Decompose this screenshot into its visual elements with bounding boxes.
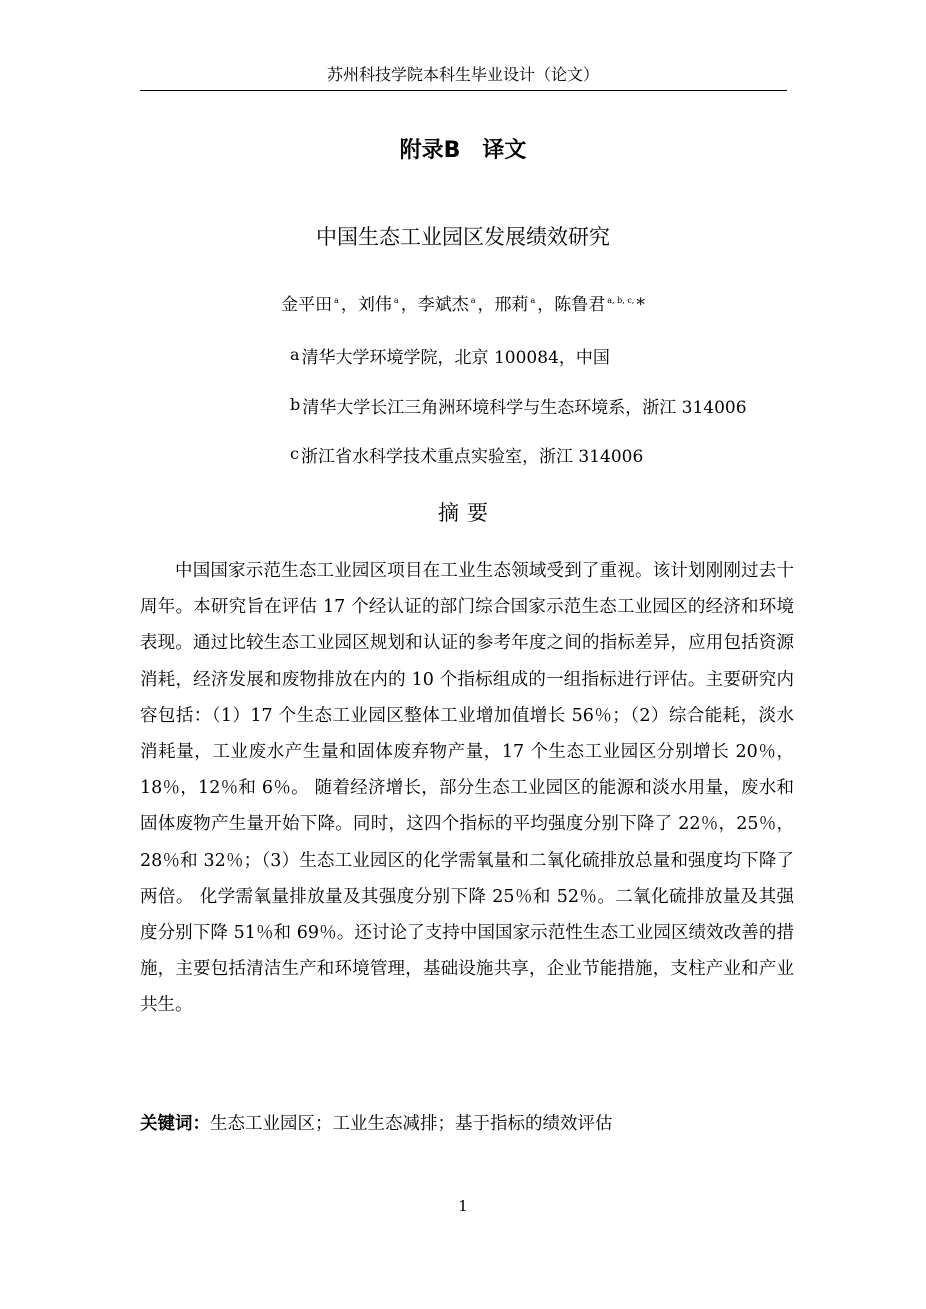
affiliation-b xyxy=(290,392,747,421)
author-separator: ， xyxy=(537,295,555,315)
author-name: 金平田 xyxy=(281,295,333,315)
affiliation-text: 浙江省水科学技术重点实验室，浙江 314006 xyxy=(300,447,644,467)
author-affiliation-mark: a xyxy=(393,296,399,305)
author-separator: ， xyxy=(400,295,418,315)
author-affiliation-mark: a xyxy=(530,296,536,305)
affiliation-text: 清华大学长江三角洲环境科学与生态环境系，浙江 314006 xyxy=(302,398,747,418)
keywords-line xyxy=(140,1110,613,1138)
affiliation-text: 清华大学环境学院，北京 100084，中国 xyxy=(301,348,610,368)
author-name: 陈鲁君 xyxy=(554,295,606,315)
appendix-title: 附录B 译文 xyxy=(399,138,527,163)
page-number: 1 xyxy=(458,1197,468,1215)
affiliation-mark: c xyxy=(290,444,299,463)
author-separator: ， xyxy=(340,295,358,315)
affiliation-a xyxy=(290,342,610,371)
author-name: 邢莉 xyxy=(494,295,529,315)
corresponding-author-mark: * xyxy=(636,295,645,315)
affiliation-c xyxy=(290,441,643,470)
author-name: 刘伟 xyxy=(357,295,392,315)
affiliation-mark: a xyxy=(290,345,300,364)
header-divider xyxy=(140,90,787,91)
keywords-label: 关键词： xyxy=(140,1114,210,1134)
abstract-heading: 摘要 xyxy=(438,501,496,525)
author-affiliation-mark: a, b, c, xyxy=(607,296,635,305)
abstract-body: 中国国家示范生态工业园区项目在工业生态领域受到了重视。该计划刚刚过去十周年。本研究旨在评估 17 个经认证的部门综合国家示范生态工业园区的经济和环境表现。通过比较生态工业园区规划和认证的参考年度之间的指标差异，应用包括资源消耗，经济发展和废物排放在内的 10 个指标组成的一组指标进行评估。主要研究内容包括：（1）17 个生态工业园区整体工业增加值增长 56％；（2）综合能耗，淡水消耗量，工业废水产生量和固体废弃物产量，17 个生态工业园区分别增长 20％，18％，12％和 6％。 随着经济增长，部分生态工业园区的能源和淡水用量，废水和固体废物产生量开始下降。同时，这四个指标的平均强度分别下降了 22％，25％，28％和 32％；（3）生态工业园区的化学需氧量和二氧化硫排放总量和强度均下降了两倍。 化学需氧量排放量及其强度分别下降 25％和 52％。二氧化硫排放量及其强度分别下降 51％和 69％。还讨论了支持中国国家示范性生态工业园区绩效改善的措施，主要包括清洁生产和环境管理，基础设施共享，企业节能措施，支柱产业和产业共生。 xyxy=(140,561,794,1016)
affiliation-mark: b xyxy=(290,395,301,414)
author-line xyxy=(0,288,926,318)
author-affiliation-mark: a xyxy=(334,296,339,305)
author-separator: ， xyxy=(477,295,495,315)
keywords-text: 生态工业园区；工业生态减排；基于指标的绩效评估 xyxy=(210,1114,613,1134)
running-header: 苏州科技学院本科生毕业设计（论文） xyxy=(326,65,599,84)
author-name: 李斌杰 xyxy=(417,295,469,315)
paper-title: 中国生态工业园区发展绩效研究 xyxy=(316,225,610,249)
author-affiliation-mark: a xyxy=(470,296,476,305)
